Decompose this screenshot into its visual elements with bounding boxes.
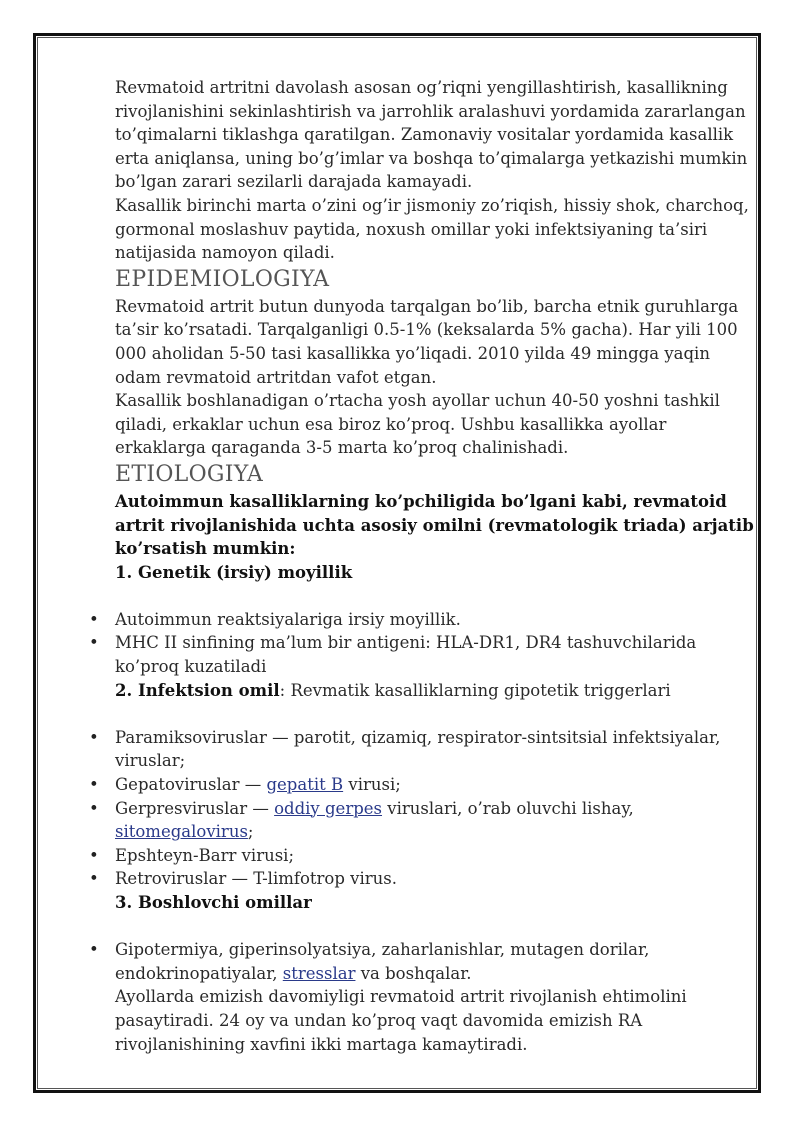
intro-paragraph-1: Revmatoid artritni davolash asosan og’riqni yengillashtirish, kasallikning rivojlanishini sekinlashtirish va jarrohlik aralashuvi yordamida zararlangan to’qimalarni tiklashga qaratilgan. Zamonaviy vositalar yordamida kasallik erta aniqlansa, uning bo’g’imlar va boshqa to’qimalarga yetkazishi mumkin bo’lgan zarari sezilarli darajada kamayadi. [115,78,748,192]
list-item: • Paramiksoviruslar — parotit, qizamiq, respirator-sintsitsial infektsiyalar, viruslar; [89,727,721,771]
heading-epidemiology: EPIDEMIOLOGIYA [115,266,330,292]
bullet-icon: • [89,869,99,889]
section-genetic-title: 1. Genetik (irsiy) moyillik [115,562,353,582]
epidemiology-paragraph-2: Kasallik boshlanadigan o’rtacha yosh ayollar uchun 40-50 yoshni tashkil qiladi, erkaklar uchun esa biroz ko’proq. Ushbu kasallikka ayollar erkaklarga qaraganda 3-5 marta ko’proq chalinishadi. [115,391,720,458]
list-item: • Gerpresviruslar — oddiy gerpes viruslari, o’rab oluvchi lishay, sitomegalovirus; [89,798,634,842]
document-body [89,76,755,1056]
link-gepatit-b[interactable]: gepatit B [266,775,344,795]
list-item: • Autoimmun reaktsiyalariga irsiy moyillik. [115,608,755,632]
bullet-icon: • [89,727,99,747]
bullet-icon: • [89,609,99,629]
list-item: • Retroviruslar — T-limfotrop virus. [115,867,755,891]
bullet-icon: • [89,940,99,960]
bullet-icon: • [89,845,99,865]
list-item: • Gipotermiya, giperinsolyatsiya, zaharlanishlar, mutagen dorilar, endokrinopatiyalar, stresslar va boshqalar. [89,940,650,983]
list-item: • MHC II sinfining ma’lum bir antigeni: HLA-DR1, DR4 tashuvchilarida ko’proq kuzatiladi [89,633,697,677]
link-stresslar[interactable]: stresslar [282,963,356,983]
bullet-icon: • [89,633,99,653]
infection-list [89,726,755,891]
link-sitomegalovirus[interactable]: sitomegalovirus [115,822,248,842]
intro-paragraph-2: Kasallik birinchi marta o’zini og’ir jismoniy zo’riqish, hissiy shok, charchoq, gormonal moslashuv paytida, noxush omillar yoki infektsiyaning ta’siri natijasida namoyon qiladi. [115,195,749,263]
heading-etiology: ETIOLOGIYA [115,461,264,487]
section-infection-title: 2. Infektsion omil: Revmatik kasalliklarning gipotetik triggerlari [115,680,671,700]
bullet-icon: • [89,775,99,795]
etiology-intro: Autoimmun kasalliklarning ko’pchiligida bo’lgani kabi, revmatoid artrit rivojlanishida uchta asosiy omilni (revmatologik triada) arjatib ko’rsatish mumkin: [115,491,754,559]
closing-paragraph: Ayollarda emizish davomiyligi revmatoid artrit rivojlanish ehtimolini pasaytiradi. 24 oy va undan ko’proq vaqt davomida emizish RA rivojlanishining xavfini ikki martaga kamaytiradi. [115,987,687,1054]
genetic-list [89,608,755,679]
triggers-list [89,938,755,985]
list-item: • Epshteyn-Barr virusi; [115,844,755,868]
section-triggers-title: 3. Boshlovchi omillar [115,893,312,912]
list-item: • Gepatoviruslar — gepatit B virusi; [115,773,755,797]
epidemiology-paragraph-1: Revmatoid artrit butun dunyoda tarqalgan bo’lib, barcha etnik guruhlarga ta’sir ko’rsatadi. Tarqalganligi 0.5-1% (keksalarda 5% gacha). Har yili 100 000 aholidan 5-50 tasi kasallikka yo’liqadi. 2010 yilda 49 mingga yaqin odam revmatoid artritdan vafot etgan. [115,296,739,387]
bullet-icon: • [89,798,99,818]
link-oddiy-gerpes[interactable]: oddiy gerpes [274,798,383,818]
